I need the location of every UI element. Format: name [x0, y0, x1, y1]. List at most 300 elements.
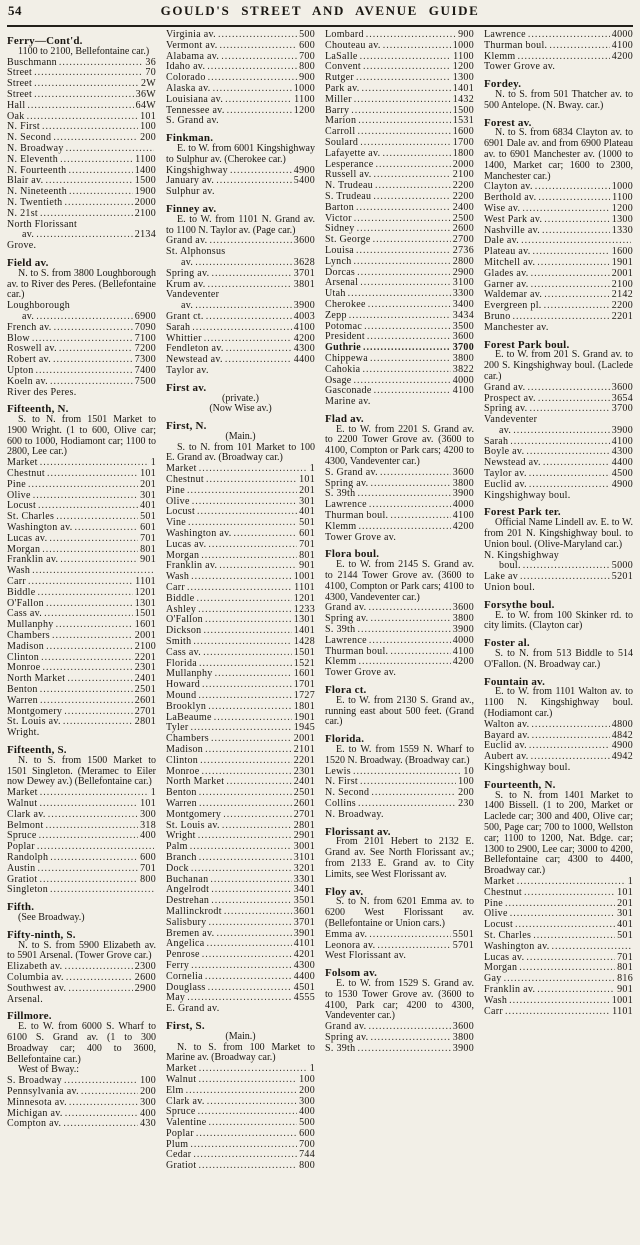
cross-street-name: LaBeaume [166, 711, 212, 723]
block-number: 4842 [611, 729, 633, 741]
block-number: 801 [617, 962, 633, 974]
block-number: 4200 [611, 50, 633, 62]
cross-street-name: Alaska av. [166, 82, 211, 94]
dotted-leader [224, 907, 292, 918]
dotted-leader [544, 215, 610, 226]
cross-street-row [325, 636, 474, 647]
dotted-leader [200, 756, 292, 767]
dotted-leader [54, 323, 133, 334]
cross-street-name: Mullanphy [166, 668, 213, 680]
cross-street-name: Leonora av. [325, 939, 376, 951]
cross-street-name: Barry [325, 104, 350, 116]
dotted-leader [360, 278, 451, 289]
block-number: 4200 [452, 656, 474, 668]
block-number: 3600 [452, 1021, 474, 1033]
block-number: 401 [617, 919, 633, 931]
block-number: 4501 [293, 981, 315, 993]
cross-street-name: Virginia av. [166, 29, 216, 40]
block-number: 1727 [293, 690, 315, 702]
cross-street-name: Wash [7, 565, 31, 577]
block-number: 601 [140, 522, 156, 534]
block-number: 1000 [611, 181, 633, 193]
dotted-leader [373, 192, 450, 203]
terminal-street: Marine av. [325, 396, 371, 408]
cross-street-name: Walnut [7, 797, 38, 809]
dotted-leader [510, 909, 615, 920]
block-number: 4000 [452, 374, 474, 386]
cross-street-name: av. [181, 300, 194, 312]
block-number: 4200 [293, 332, 315, 344]
dotted-leader [370, 1033, 450, 1044]
cross-street-name: Ferry [166, 959, 190, 971]
dotted-leader [371, 788, 456, 799]
block-number: 2400 [452, 201, 474, 213]
route-description: E. to W. from 201 S. Grand av. to 200 S. Kingshighway boul. (Laclede car.) [484, 349, 633, 382]
dotted-leader [50, 377, 133, 388]
route-description: E. to W. from 100 Skinker rd. to city limits. (Clayton car) [484, 609, 633, 632]
cross-street-name: Euclid av. [484, 740, 527, 752]
cross-street-name: Branch [166, 851, 197, 863]
cross-street-wrap: Vandeventer [166, 289, 220, 301]
dotted-leader [40, 788, 149, 799]
block-number: 3700 [611, 403, 633, 415]
page-header [7, 4, 633, 27]
cross-street-name: Southwest av. [7, 982, 67, 994]
cross-street-name: Biddle [7, 586, 36, 598]
cross-street-name: Warren [7, 694, 38, 706]
block-number: 1233 [293, 603, 315, 615]
dotted-leader [351, 106, 451, 117]
block-number: 2100 [134, 207, 156, 219]
block-number: 1201 [293, 592, 315, 604]
cross-street-name: Grant ct. [166, 310, 204, 322]
dotted-leader [63, 1119, 138, 1130]
cross-street-name: Washington av. [166, 528, 232, 540]
cross-street-row [7, 209, 156, 220]
cross-street-name: Spring av. [325, 477, 369, 489]
cross-street-name: St. Charles [7, 511, 55, 523]
cross-street-name: Poplar [7, 841, 35, 853]
dotted-leader [356, 73, 451, 84]
cross-street-name: O'Fallon [166, 614, 203, 626]
cross-street-name: Newstead av. [484, 457, 541, 469]
block-number: 301 [140, 489, 156, 501]
cross-street-name: North Market [166, 776, 225, 788]
cross-street-name: N. Broadway [7, 142, 64, 154]
cross-street-wrap: North Florissant [7, 218, 78, 230]
street-name-heading: Florida. [325, 733, 365, 746]
cross-street-name: Koeln av. [7, 375, 48, 387]
block-number: 1000 [452, 39, 474, 51]
cross-street-name: May [166, 992, 186, 1004]
dotted-leader [47, 469, 138, 480]
cross-street-name: St. Louis av. [7, 716, 61, 728]
cross-street-name: Whittier [166, 332, 202, 344]
cross-street-name: Plateau av. [484, 246, 531, 258]
cross-street-row [325, 278, 474, 289]
dotted-leader [40, 458, 149, 469]
cross-street-name: Utah [325, 288, 346, 300]
cross-street-row [7, 642, 156, 653]
dotted-leader [37, 842, 154, 853]
block-number: 201 [299, 484, 315, 496]
block-number: 3100 [452, 277, 474, 289]
terminal-street: Taylor av. [166, 364, 209, 376]
cross-street-name: Market [166, 463, 197, 475]
cross-street-name: Cass av. [7, 608, 43, 620]
dotted-leader [190, 1140, 297, 1151]
dotted-leader [214, 713, 292, 724]
dotted-leader [52, 631, 133, 642]
dotted-leader [46, 821, 139, 832]
cross-street-name: Gasconade [325, 385, 372, 397]
column-3 [325, 30, 474, 1172]
cross-street-name: Thurman boul. [325, 510, 389, 522]
block-number: 1101 [294, 582, 315, 594]
cross-street-name: S. Broadway [7, 1075, 62, 1087]
block-number: 1501 [134, 608, 156, 620]
cross-street-name: N. Trudeau [325, 180, 374, 192]
dotted-leader [538, 394, 610, 405]
cross-street-name: Franklin av. [7, 554, 59, 566]
cross-street-name: Gratiot [7, 873, 38, 885]
block-number: 300 [140, 808, 156, 820]
cross-street-row [484, 942, 633, 953]
block-number: 201 [140, 478, 156, 490]
cross-street-row [325, 930, 474, 941]
street-name-heading: Finkman. [166, 132, 214, 145]
route-description: S. to N. from 513 Biddle to 514 O'Fallon. (N. Broadway car.) [484, 648, 633, 670]
cross-street-name: Spring av. [484, 403, 528, 415]
cross-street-name: Brooklyn [166, 700, 207, 712]
block-number: 1 [150, 787, 156, 799]
block-number: 1100 [453, 50, 474, 62]
column-2 [166, 30, 315, 1172]
cross-street-name: LaSalle [325, 50, 358, 62]
dotted-leader [50, 853, 138, 864]
block-number: 1101 [135, 576, 156, 588]
route-description: E. to W. from 1529 S. Grand av. to 1530 Tower Grove av. (3600 to 4100, Park car; 4200 to 4300, Vandeventer car.) [325, 977, 474, 1022]
cross-street-name: Wise av. [484, 202, 521, 214]
block-number: 3400 [452, 298, 474, 310]
cross-street-name: Walnut [166, 1073, 197, 1085]
dotted-leader [529, 741, 610, 752]
dotted-leader [354, 95, 451, 106]
cross-street-name: Oak [7, 110, 25, 122]
cross-street-name: Chouteau av. [325, 39, 381, 51]
block-number: 2901 [293, 830, 315, 842]
dotted-leader [56, 620, 133, 631]
cross-street-name: Market [7, 457, 38, 469]
dotted-leader [64, 962, 132, 973]
cross-street-name: Cahokia [325, 363, 361, 375]
cross-street-name: Gratiot [166, 1160, 197, 1172]
cross-street-row [7, 155, 156, 166]
dotted-leader [27, 112, 139, 123]
dotted-leader [193, 1150, 297, 1161]
dotted-leader [60, 555, 138, 566]
cross-street-name: Poplar [166, 1127, 194, 1139]
block-number: 4555 [293, 992, 315, 1004]
dotted-leader [218, 30, 297, 41]
dotted-leader [64, 707, 133, 718]
cross-street-row [7, 90, 156, 101]
block-number: 4900 [611, 478, 633, 490]
cross-street-name: Douglass [166, 981, 206, 993]
cross-street-row [166, 475, 315, 486]
block-number: 5400 [293, 175, 315, 187]
block-number: 2142 [611, 289, 633, 301]
block-number: 4101 [293, 938, 315, 950]
cross-street-name: Street [7, 88, 33, 100]
dotted-leader [205, 972, 292, 983]
cross-street-name: Prospect av. [484, 392, 536, 404]
block-number: 1531 [452, 115, 474, 127]
street-name-heading: Finney av. [166, 202, 217, 215]
dotted-leader [529, 404, 609, 415]
route-description: E. to W. from 1101 Walton av. to 1100 N. Kingshighway boul. (Hodiamont car.) [484, 686, 633, 720]
cross-street-name: Euclid av. [484, 478, 527, 490]
block-number: 3801 [293, 278, 315, 290]
terminal-street: Tower Grove av. [325, 667, 397, 679]
dotted-leader [59, 58, 143, 69]
terminal-street: Sulphur av. [166, 186, 215, 198]
dotted-leader [46, 642, 133, 653]
cross-street-name: Russell av. [325, 169, 372, 181]
block-number: 2900 [134, 982, 156, 994]
block-number: 744 [299, 1149, 315, 1161]
cross-street-row [166, 572, 315, 583]
dotted-leader [353, 767, 461, 778]
block-number: 3701 [293, 267, 315, 279]
dotted-leader [198, 831, 292, 842]
cross-street-name: Chestnut [7, 468, 45, 480]
dotted-leader [524, 888, 615, 899]
dotted-leader [510, 437, 610, 448]
block-number: 300 [140, 1096, 156, 1108]
dotted-leader [208, 280, 292, 291]
cross-street-name: Berthold av. [484, 192, 537, 204]
cross-street-row [325, 311, 474, 322]
street-name-heading: Fillmore. [7, 1010, 52, 1023]
dotted-leader [383, 41, 451, 52]
cross-street-name: Pine [484, 897, 503, 909]
street-name-heading: Folsom av. [325, 967, 378, 980]
block-number: 4201 [293, 949, 315, 961]
dotted-leader [68, 984, 132, 995]
block-number: 1500 [452, 104, 474, 116]
cross-street-name: Michigan av. [7, 1107, 63, 1119]
cross-street-row [166, 831, 315, 842]
dotted-leader [199, 853, 292, 864]
cross-street-name: Dale av. [484, 235, 520, 247]
cross-street-row [166, 1161, 315, 1172]
dotted-leader [206, 312, 292, 323]
block-number: 1100 [294, 93, 315, 105]
cross-street-name: Glades av. [484, 267, 529, 279]
street-name-heading: Fifty-ninth, S. [7, 928, 76, 941]
route-description: From 2101 Hebert to 2132 E. Grand av. See North Florissant av.; from 2133 E. Grand av. to City Limits, see West Florissant av. [325, 836, 474, 880]
dotted-leader [44, 609, 133, 620]
block-number: 101 [299, 474, 315, 486]
cross-street-name: Angelica [166, 938, 205, 950]
block-number: 3800 [452, 352, 474, 364]
cross-street-name: Street [7, 78, 33, 90]
block-number: 4800 [611, 718, 633, 730]
block-number: 4942 [611, 751, 633, 763]
dotted-leader [390, 511, 450, 522]
cross-street-name: Dock [166, 862, 189, 874]
block-number: 1001 [611, 994, 633, 1006]
cross-street-name: Mitchell av. [484, 256, 536, 268]
cross-street-name: Kingshighway [166, 164, 228, 176]
cross-street-name: Washington av. [484, 940, 550, 952]
block-number: 601 [299, 528, 315, 540]
block-number: 1400 [134, 164, 156, 176]
cross-street-name: Buchanan [166, 873, 209, 885]
cross-street-name: Grand av. [325, 1021, 367, 1033]
cross-street-name: Singleton [7, 884, 49, 896]
cross-street-name: Clinton [7, 651, 40, 663]
block-number: 500 [299, 1117, 315, 1129]
cross-street-name: Sarah [166, 321, 191, 333]
terminal-street: E. Grand av. [166, 1003, 220, 1015]
route-description: E. to W. from 2130 S. Grand av., running east about 500 feet. (Grand car.) [325, 694, 474, 728]
block-number: 101 [140, 468, 156, 480]
block-number: 430 [140, 1118, 156, 1130]
dotted-leader [357, 268, 451, 279]
block-number: 2100 [452, 169, 474, 181]
dotted-leader [34, 79, 139, 90]
cross-street-name: Ashley [166, 603, 197, 615]
block-number: 800 [140, 873, 156, 885]
cross-street-name: N. Nineteenth [7, 186, 67, 198]
cross-street-name: Bremen av. [166, 927, 215, 939]
cross-street-row [166, 756, 315, 767]
route-description: E. to W. from 2145 S. Grand av. to 2144 Tower Grove av. (3600 to 4100, Compton or Park cars; 4100 to 4300, Vandeventer car.) [325, 559, 474, 603]
block-number: 2134 [134, 229, 156, 241]
block-number: 301 [299, 495, 315, 507]
dotted-leader [49, 534, 138, 545]
cross-street-name: N. First [325, 776, 358, 788]
cross-street-name: Fendleton av. [166, 343, 224, 355]
dotted-leader [367, 332, 451, 343]
cross-street-name: Dorcas [325, 266, 356, 278]
dotted-leader [216, 929, 291, 940]
dotted-leader [230, 166, 292, 177]
dotted-leader [362, 365, 450, 376]
block-number: 1301 [134, 597, 156, 609]
block-number: 3900 [452, 624, 474, 636]
dotted-leader [34, 90, 134, 101]
dotted-leader [206, 475, 297, 486]
cross-street-name: Spruce [7, 830, 37, 842]
cross-street-row [166, 1075, 315, 1086]
block-number: 1 [309, 463, 315, 475]
cross-street-name: Spruce [166, 1106, 196, 1118]
block-number: 3800 [452, 477, 474, 489]
block-number: 1 [309, 1063, 315, 1075]
block-number: 501 [299, 517, 315, 529]
dotted-leader [63, 717, 133, 728]
cross-street-name: Waldemar av. [484, 289, 543, 301]
dotted-leader [205, 615, 292, 626]
block-number: 3101 [293, 851, 315, 863]
cross-street-name: Olive [166, 495, 190, 507]
cross-street-row [166, 1086, 315, 1097]
block-number: 1101 [612, 1005, 633, 1017]
dotted-leader [505, 1007, 610, 1018]
route-description: 1100 to 2100, Bellefontaine car.) [18, 45, 150, 57]
dotted-leader [191, 864, 292, 875]
dotted-leader [225, 95, 292, 106]
block-number: 2100 [611, 278, 633, 290]
block-number: 400 [140, 830, 156, 842]
cross-street-name: Salisbury [166, 916, 207, 928]
block-number: 1330 [611, 224, 633, 236]
block-number: 2500 [452, 212, 474, 224]
block-number: 2800 [452, 255, 474, 267]
cross-street-name: Pennsylvania av. [7, 1085, 79, 1097]
block-number: 1000 [293, 82, 315, 94]
block-number: 4003 [293, 310, 315, 322]
cross-street-name: Klemm [325, 656, 357, 668]
cross-street-name: Chestnut [484, 886, 522, 898]
block-number: 1501 [293, 646, 315, 658]
terminal-street: River des Peres. [7, 386, 77, 398]
cross-street-name: Tennessee av. [166, 104, 225, 116]
block-number: 1 [627, 875, 633, 887]
terminal-street: Manchester av. [484, 321, 549, 333]
cross-street-name: Biddle [166, 592, 195, 604]
dotted-leader [37, 864, 138, 875]
block-number: 2501 [134, 684, 156, 696]
street-name-heading: Forest Park ter. [484, 506, 561, 519]
dotted-leader [81, 1087, 138, 1098]
dotted-leader [40, 696, 133, 707]
block-number: 3900 [452, 1042, 474, 1054]
dotted-leader [197, 507, 297, 518]
cross-street-name: Pine [166, 484, 185, 496]
dotted-leader [187, 486, 297, 497]
dotted-leader [67, 674, 132, 685]
terminal-street: Kingshighway boul. [484, 762, 571, 773]
block-number: 200 [458, 787, 474, 799]
cross-street-row [484, 215, 633, 226]
dotted-leader [207, 1097, 297, 1108]
cross-street-name: Penrose [166, 949, 200, 961]
block-number: 36 [145, 56, 156, 68]
sub-note: (Now Wise av.) [209, 403, 272, 415]
cross-street-wrap: St. Alphonsus [166, 246, 226, 258]
cross-street-name: N. First [7, 121, 40, 133]
street-name-heading: Foster al. [484, 637, 530, 650]
cross-street-name: Cherokee [325, 298, 366, 310]
block-number: 4500 [611, 468, 633, 480]
block-number: 1901 [611, 256, 633, 268]
block-number: 2200 [452, 180, 474, 192]
block-number: 7100 [134, 332, 156, 344]
block-number: 1201 [134, 586, 156, 598]
block-number: 1301 [293, 614, 315, 626]
dotted-leader [531, 280, 610, 291]
cross-street-name: Aubert av. [484, 751, 529, 763]
dotted-leader [36, 366, 133, 377]
cross-street-name: Street [7, 67, 33, 79]
cross-street-name: Lawrence [325, 499, 367, 511]
dotted-leader [374, 170, 451, 181]
block-number: 2701 [134, 705, 156, 717]
